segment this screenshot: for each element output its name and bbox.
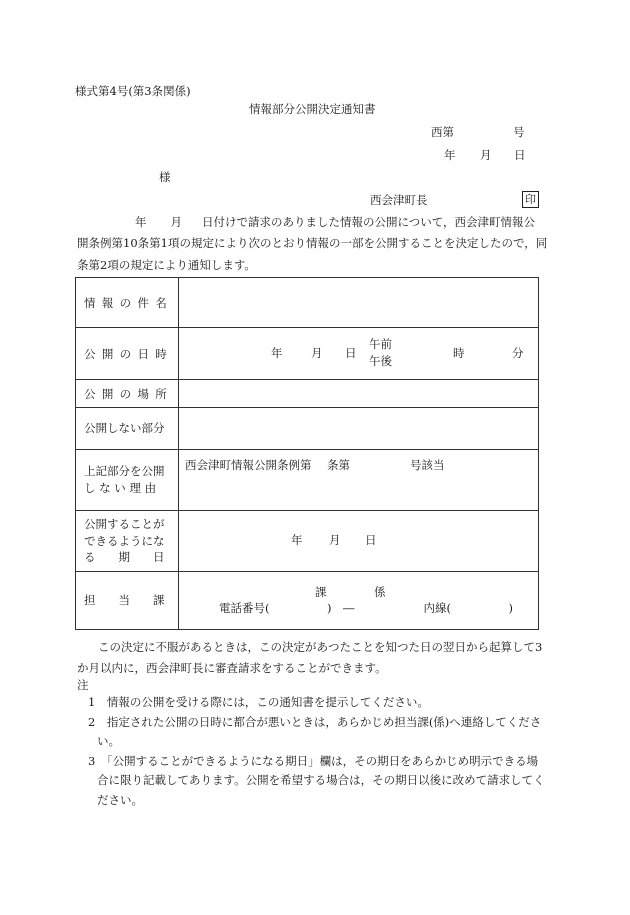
available-date-label-line2: できるようにな [84,533,165,548]
reason-label-line2: し な い 理 由 [84,481,157,495]
table-row [76,328,539,380]
reason-article-text: 条第 [327,458,350,472]
note-2-line1: 指定された公開の日時に都合が悪いときは，あらかじめ担当課(係)へ連絡してくださ [106,714,542,729]
reason-label-line1: 上記部分を公開 [84,464,165,479]
available-date-field[interactable] [179,511,539,572]
table-label-cell [76,408,179,450]
note-1-number: 1 [88,695,96,709]
note-1-text: 情報の公開を受ける際には，この通知書を提示してください。 [106,695,429,709]
reference-suffix: 号 [513,125,525,139]
nondisclosure-reason-field[interactable] [179,450,539,511]
unit-label: 係 [374,585,386,599]
phone-extension-line: 電話番号( ) ― 内線( ) [219,601,513,615]
table-label-cell [76,572,179,630]
date-year-label: 年 [444,148,456,162]
datetime-month: 月 [311,346,323,360]
table-row [76,380,539,408]
date-day-label: 日 [514,148,526,162]
note-item-1 [88,693,558,713]
table-label-cell [76,380,179,408]
section-label: 課 [315,585,327,599]
datetime-day: 日 [345,346,357,360]
info-subject-label: 情報の件名 [84,295,174,310]
datetime-minute: 分 [512,346,524,360]
note-3-line3: ださい。 [97,792,143,807]
available-month: 月 [329,533,341,547]
intro-paragraph [77,212,547,276]
disclosure-place-label: 公開の場所 [84,386,174,401]
seal-mark: 印 [522,191,539,208]
datetime-year: 年 [271,346,283,360]
note-2-line2: い。 [97,734,120,749]
table-row [76,511,539,572]
datetime-hour: 時 [453,346,465,360]
available-date-label-line1: 公開することが [84,516,165,531]
responsible-section-label: 担 当 課 [84,593,165,608]
reason-ordinance-text: 西会津町情報公開条例第 [185,458,312,472]
note-3-line1: 「公開することができるようになる期日」欄は，その期日をあらかじめ明示できる場 [106,753,539,768]
note-item-3 [88,752,558,772]
undisclosed-part-field[interactable] [179,408,539,450]
disclosure-datetime-label: 公開の日時 [84,346,174,361]
disclosure-datetime-field[interactable] [179,328,539,380]
datetime-pm: 午後 [369,354,392,368]
intro-line1: 日付けで請求のありました情報の公開について，西会津町情報公 [202,215,536,229]
note-3-number: 3 [88,753,96,768]
appeal-paragraph [75,637,550,680]
responsible-section-field[interactable] [179,572,539,630]
appeal-line1: この決定に不服があるときは，この決定があつたことを知つた日の翌日から起算して3 [98,640,543,654]
table-row [76,278,539,328]
table-label-cell [76,450,179,511]
table-label-cell [76,328,179,380]
datetime-am: 午前 [369,337,392,351]
available-day: 日 [365,533,377,547]
note-item-2 [88,713,558,733]
available-date-label-line3: る 期 日 [84,550,165,565]
table-row [76,408,539,450]
issuer-name: 西会津町長 [370,193,428,207]
form-number: 様式第4号(第3条関係) [75,84,191,98]
intro-month: 月 [170,215,182,229]
note-3-line2: 合に限り記載してあります。公開を希望する場合は，その期日以後に改めて請求してく [97,773,545,788]
appeal-line2: か月以内に，西会津町長に審査請求をすることができます。 [77,661,387,676]
document-title: 情報部分公開決定通知書 [249,102,376,116]
available-year: 年 [291,533,303,547]
addressee-suffix: 様 [159,170,171,184]
table-label-cell [76,511,179,572]
intro-year: 年 [135,215,147,229]
reference-prefix: 西第 [431,125,454,139]
info-subject-field[interactable] [179,278,539,328]
disclosure-place-field[interactable] [179,380,539,408]
undisclosed-part-label: 公開しない部分 [84,421,165,436]
notes-heading: 注 [77,678,89,692]
notes-list [88,693,558,810]
note-2-number: 2 [88,714,96,729]
reason-item-text: 号該当 [410,458,445,472]
table-row [76,450,539,511]
table-row [76,572,539,630]
intro-line2: 開条例第10条第1項の規定により次のとおり情報の一部を公開することを決定したので，同 [77,236,548,251]
date-month-label: 月 [480,148,492,162]
available-date-label [76,516,178,566]
intro-line3: 条第2項の規定により通知します。 [77,257,256,272]
decision-table [75,277,539,630]
table-label-cell [76,278,179,328]
nondisclosure-reason-label [76,463,178,496]
